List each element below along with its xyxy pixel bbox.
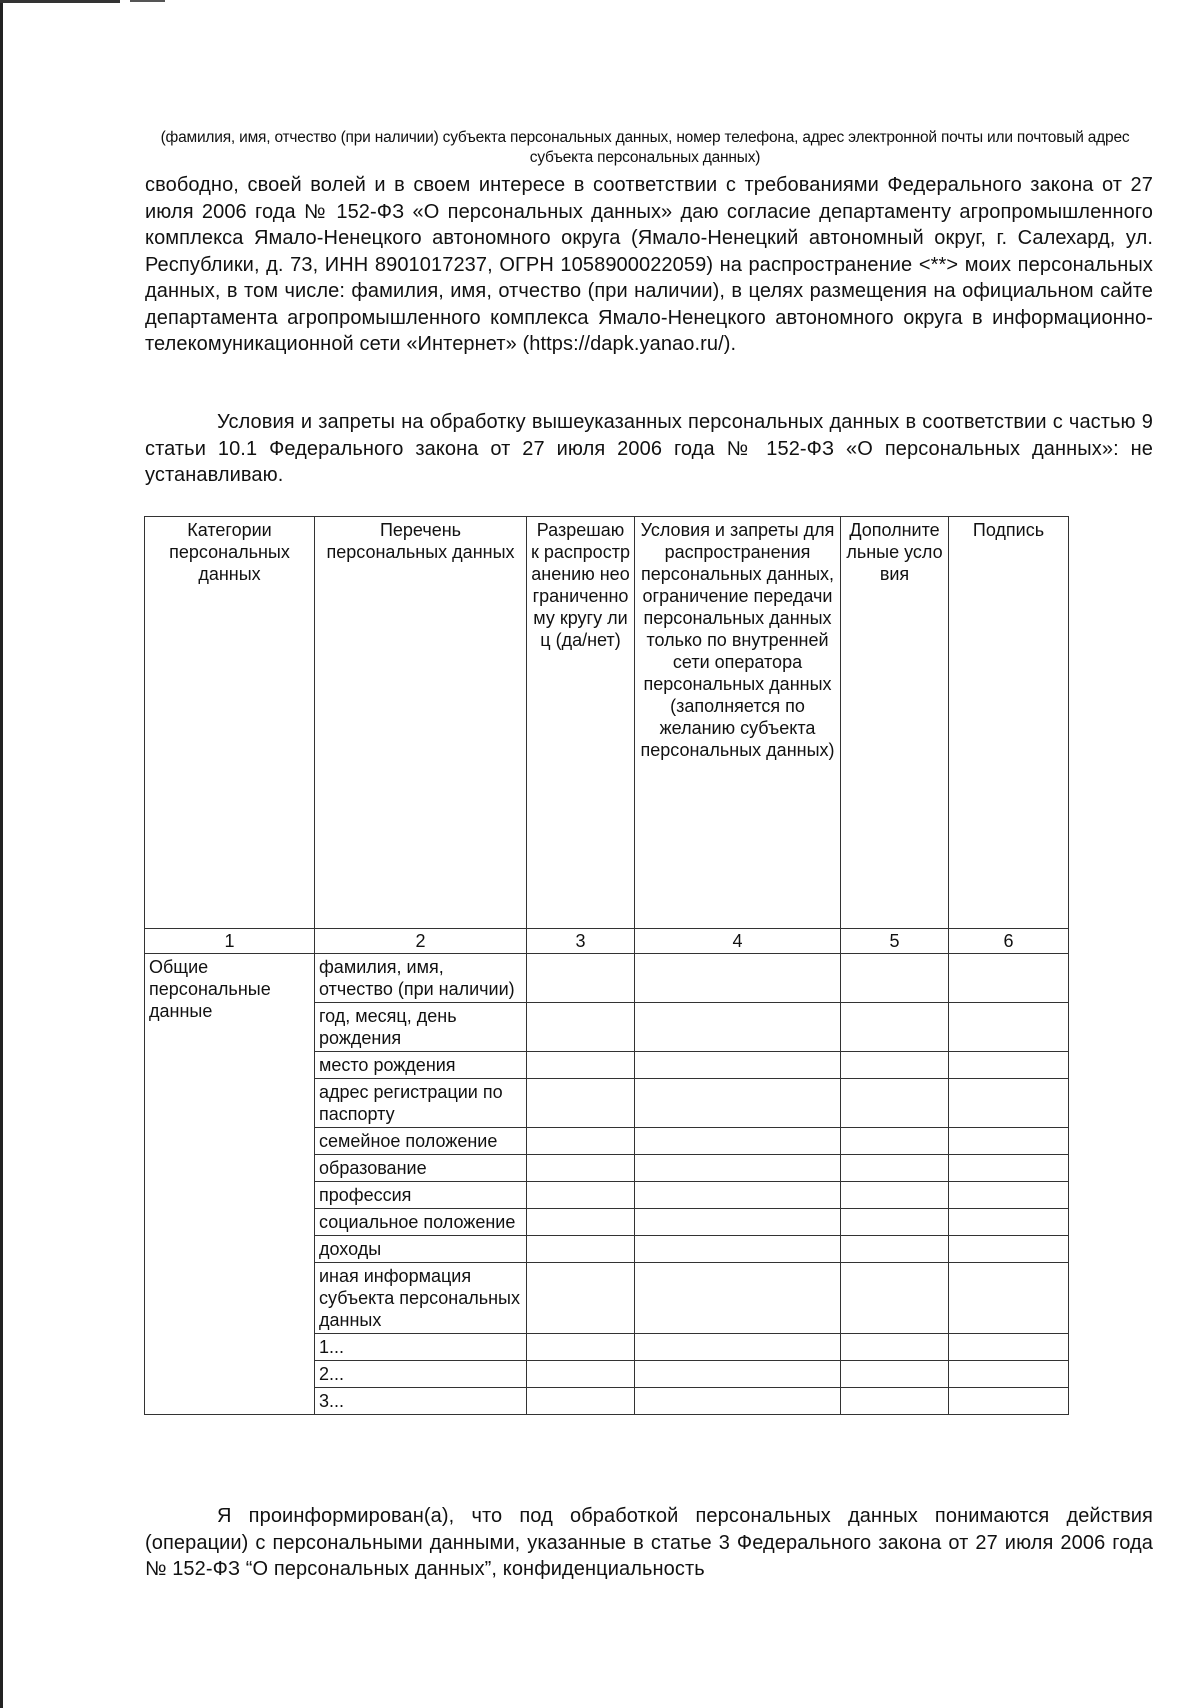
item-cell: фамилия, имя, отчество (при наличии)	[315, 954, 527, 1003]
signature-cell[interactable]	[949, 1079, 1069, 1128]
conditions-cell[interactable]	[635, 1209, 841, 1236]
conditions-cell[interactable]	[635, 1052, 841, 1079]
column-number: 2	[315, 929, 527, 954]
item-cell: 1...	[315, 1334, 527, 1361]
conditions-cell[interactable]	[635, 1155, 841, 1182]
signature-cell[interactable]	[949, 1209, 1069, 1236]
signature-cell[interactable]	[949, 1263, 1069, 1334]
conditions-cell[interactable]	[635, 1003, 841, 1052]
permission-cell[interactable]	[527, 1155, 635, 1182]
permission-cell[interactable]	[527, 1263, 635, 1334]
additional-cell[interactable]	[841, 1388, 949, 1415]
item-cell: адрес регистрации по паспорту	[315, 1079, 527, 1128]
scan-edge	[130, 0, 165, 2]
additional-cell[interactable]	[841, 1236, 949, 1263]
item-cell: 3...	[315, 1388, 527, 1415]
conditions-text: Условия и запреты на обработку вышеуказанных персональных данных в соответствии с частью 9 статьи 10.1 Федерального закона от 27 июля 2006 года № 152-ФЗ «О персональных данных»: не устанавливаю.	[145, 411, 1153, 486]
table-header-row	[145, 517, 1069, 929]
header-conditions: Условия и запреты для распространения персональных данных, ограничение передачи персональных данных только по внутренней сети оператора персональных данных (заполняется по желанию субъекта персональных данных)	[635, 517, 841, 929]
item-cell: образование	[315, 1155, 527, 1182]
item-cell: социальное положение	[315, 1209, 527, 1236]
additional-cell[interactable]	[841, 1209, 949, 1236]
additional-cell[interactable]	[841, 1079, 949, 1128]
additional-cell[interactable]	[841, 1052, 949, 1079]
conditions-cell[interactable]	[635, 1182, 841, 1209]
conditions-cell[interactable]	[635, 1388, 841, 1415]
additional-cell[interactable]	[841, 1182, 949, 1209]
column-number: 4	[635, 929, 841, 954]
conditions-paragraph	[145, 409, 1153, 489]
scan-edge	[0, 0, 120, 3]
item-cell: 2...	[315, 1361, 527, 1388]
permission-cell[interactable]	[527, 1128, 635, 1155]
consent-text: свободно, своей волей и в своем интересе в соответствии с требованиями Федерального закона от 27 июля 2006 года № 152-ФЗ «О персональных данных» даю согласие департаменту агропромышленного комплекса Ямало-Ненецкого автономного округа (Ямало-Ненецкий автономный округ, г. Салехард, ул. Республики, д. 73, ИНН 8901017237, ОГРН 1058900022059) на распространение <**> моих персональных данных, в том числе: фамилия, имя, отчество (при наличии), в целях размещения на официальном сайте департамента агропромышленного комплекса Ямало-Ненецкого автономного округа в информационно-телекомуникационной сети «Интернет» (https://dapk.yanao.ru/).	[145, 174, 1153, 355]
header-category: Категории персональных данных	[145, 517, 315, 929]
column-numbers-row	[145, 929, 1069, 954]
consent-paragraph	[145, 172, 1153, 358]
personal-data-table	[144, 516, 1069, 1415]
informed-paragraph	[145, 1503, 1153, 1583]
permission-cell[interactable]	[527, 1388, 635, 1415]
signature-cell[interactable]	[949, 1155, 1069, 1182]
conditions-cell[interactable]	[635, 1334, 841, 1361]
informed-text: Я проинформирован(а), что под обработкой персональных данных понимаются действия (операции) с персональными данными, указанные в статье 3 Федерального закона от 27 июля 2006 года № 152-ФЗ “О персональных данных”, конфиденциальность	[145, 1505, 1153, 1580]
signature-cell[interactable]	[949, 1361, 1069, 1388]
item-cell: иная информация субъекта персональных данных	[315, 1263, 527, 1334]
permission-cell[interactable]	[527, 1334, 635, 1361]
permission-cell[interactable]	[527, 1209, 635, 1236]
signature-cell[interactable]	[949, 1052, 1069, 1079]
column-number: 6	[949, 929, 1069, 954]
column-number: 5	[841, 929, 949, 954]
item-cell: год, месяц, день рождения	[315, 1003, 527, 1052]
signature-cell[interactable]	[949, 1128, 1069, 1155]
header-signature: Подпись	[949, 517, 1069, 929]
header-additional: Дополнительные условия	[841, 517, 949, 929]
signature-cell[interactable]	[949, 1182, 1069, 1209]
category-cell: Общие персональные данные	[145, 954, 315, 1415]
permission-cell[interactable]	[527, 954, 635, 1003]
header-list: Перечень персональных данных	[315, 517, 527, 929]
additional-cell[interactable]	[841, 954, 949, 1003]
conditions-cell[interactable]	[635, 1236, 841, 1263]
additional-cell[interactable]	[841, 1128, 949, 1155]
permission-cell[interactable]	[527, 1052, 635, 1079]
additional-cell[interactable]	[841, 1361, 949, 1388]
signature-cell[interactable]	[949, 1334, 1069, 1361]
permission-cell[interactable]	[527, 1236, 635, 1263]
conditions-cell[interactable]	[635, 954, 841, 1003]
column-number: 1	[145, 929, 315, 954]
item-cell: место рождения	[315, 1052, 527, 1079]
item-cell: профессия	[315, 1182, 527, 1209]
scan-edge	[0, 0, 3, 1708]
additional-cell[interactable]	[841, 1263, 949, 1334]
additional-cell[interactable]	[841, 1003, 949, 1052]
additional-cell[interactable]	[841, 1334, 949, 1361]
field-caption: (фамилия, имя, отчество (при наличии) субъекта персональных данных, номер телефона, адрес электронной почты или почтовый адрес субъекта персональных данных)	[160, 129, 1130, 166]
column-number: 3	[527, 929, 635, 954]
signature-cell[interactable]	[949, 1236, 1069, 1263]
permission-cell[interactable]	[527, 1361, 635, 1388]
signature-cell[interactable]	[949, 1003, 1069, 1052]
permission-cell[interactable]	[527, 1182, 635, 1209]
item-cell: доходы	[315, 1236, 527, 1263]
conditions-cell[interactable]	[635, 1263, 841, 1334]
signature-cell[interactable]	[949, 954, 1069, 1003]
signature-cell[interactable]	[949, 1388, 1069, 1415]
item-cell: семейное положение	[315, 1128, 527, 1155]
table-row	[145, 954, 1069, 1003]
permission-cell[interactable]	[527, 1079, 635, 1128]
additional-cell[interactable]	[841, 1155, 949, 1182]
conditions-cell[interactable]	[635, 1128, 841, 1155]
permission-cell[interactable]	[527, 1003, 635, 1052]
conditions-cell[interactable]	[635, 1361, 841, 1388]
conditions-cell[interactable]	[635, 1079, 841, 1128]
header-permission: Разрешаю к распространению неограниченному кругу лиц (да/нет)	[527, 517, 635, 929]
